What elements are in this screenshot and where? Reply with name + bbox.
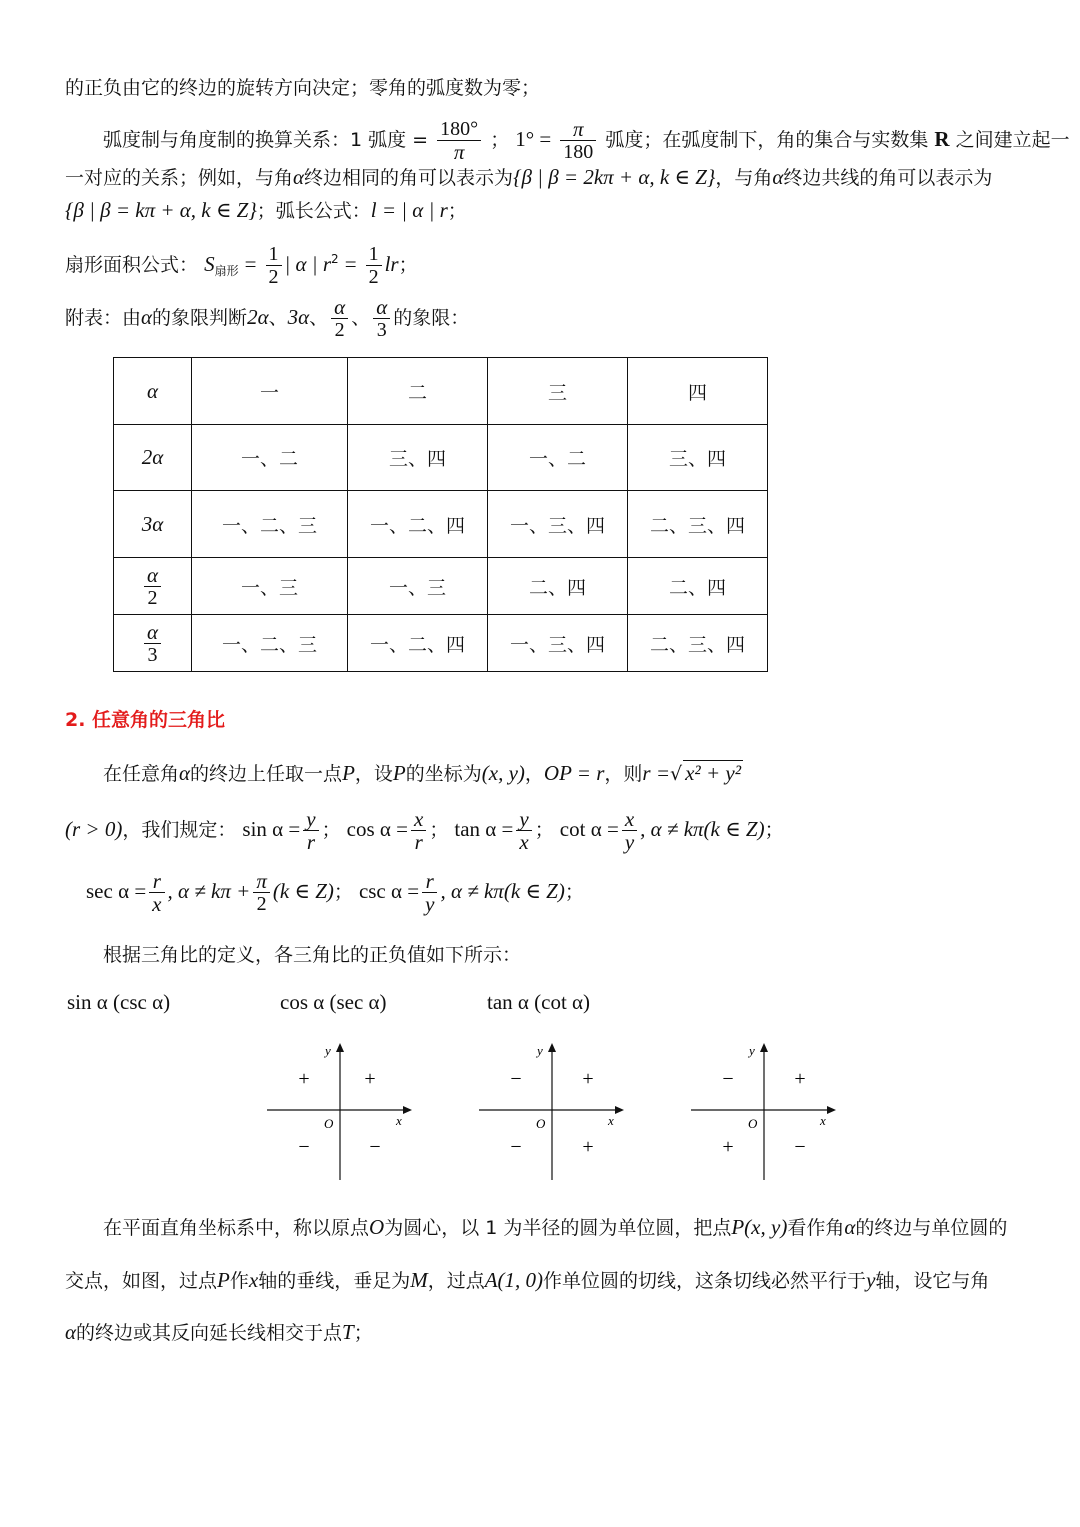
unit-text: ；	[353, 1322, 373, 1344]
def-text-2: 的终边上任取一点	[190, 763, 343, 785]
def-text-1: 在任意角	[103, 763, 180, 785]
q1-sign: +	[794, 1068, 806, 1090]
point-P: P	[392, 761, 406, 785]
y-axis-label: y	[749, 1043, 755, 1058]
table-header-cell: 一	[192, 358, 348, 425]
appendix-text-1: 附表：由	[65, 307, 142, 329]
unit-text: 轴，设它与角	[875, 1270, 990, 1292]
sec-condition: , α ≠ kπ +	[167, 879, 251, 903]
cot-condition: , α ≠ kπ(k ∈ Z)	[640, 817, 765, 841]
q2-sign: −	[722, 1068, 734, 1090]
table-row	[114, 615, 768, 672]
correspond-line	[65, 165, 992, 190]
table-cell: 一、三	[348, 558, 488, 615]
y-symbol: y	[866, 1268, 876, 1292]
table-header-cell: 四	[628, 358, 768, 425]
two-alpha: 2α	[247, 305, 269, 329]
origin-label: O	[748, 1116, 758, 1131]
sign-chart-sin	[262, 1035, 422, 1185]
op-equals-r: OP = r	[543, 761, 605, 785]
arc-formula: l = | α | r	[370, 198, 448, 222]
q2-sign: +	[298, 1068, 310, 1090]
separator: ；	[490, 129, 510, 151]
table-cell: 三、四	[628, 425, 768, 491]
row-head: $\frac{\alpha}{3}$	[114, 615, 192, 672]
def-rule-text: ，我们规定：	[122, 819, 237, 841]
unit-text: 的终边或其反向延长线相交于点	[76, 1322, 343, 1344]
fraction-half: $\frac{1}{2}$	[266, 243, 282, 288]
table-header-cell: 三	[488, 358, 628, 425]
arc-end: ；	[447, 200, 467, 222]
sin-def: sin α =	[242, 817, 301, 841]
r-squared: 2	[331, 252, 339, 266]
table-cell: 二、四	[488, 558, 628, 615]
csc-condition: , α ≠ kπ(k ∈ Z)	[440, 879, 565, 903]
q4-sign: +	[582, 1136, 594, 1158]
sector-end: ；	[398, 254, 418, 276]
table-cell: 一、三、四	[488, 615, 628, 672]
alpha-symbol: α	[141, 305, 153, 329]
table-cell: 一、二、四	[348, 615, 488, 672]
x-axis-label: x	[608, 1113, 614, 1128]
unit-text: 为圆心，以 1 为半径的圆为单位圆，把点	[384, 1217, 732, 1239]
q3-sign: −	[298, 1136, 310, 1158]
comma: 、	[268, 307, 288, 329]
sign-chart-tan	[686, 1035, 846, 1185]
r-positive: (r > 0)	[65, 817, 123, 841]
conversion-line	[103, 116, 1070, 163]
conversion-tail: 弧度；在弧度制下，角的集合与实数集	[605, 129, 929, 151]
alpha-symbol: α	[65, 1320, 77, 1344]
y-over-r: $\frac{y}{r}$	[303, 808, 318, 853]
real-set-R: R	[934, 127, 950, 151]
unit-text: 的终边与单位圆的	[855, 1217, 1008, 1239]
pi-over-2: $\frac{\pi}{2}$	[253, 870, 270, 915]
unit-text: 看作角	[787, 1217, 845, 1239]
sector-label: 扇形面积公式：	[65, 254, 199, 276]
unit-para-line-1	[103, 1215, 1007, 1240]
x-symbol: x	[248, 1268, 259, 1292]
sign-label-sin: sin α (csc α)	[67, 990, 171, 1014]
csc-def: csc α =	[358, 879, 420, 903]
point-P: P	[217, 1268, 230, 1292]
def-text-3: ，设	[354, 763, 393, 785]
intro-line: 的正负由它的终边的旋转方向决定；零角的弧度数为零；	[65, 77, 541, 99]
origin-label: O	[536, 1116, 546, 1131]
origin-O: O	[369, 1215, 385, 1239]
def-text-5: ，	[524, 763, 544, 785]
q1-sign: +	[582, 1068, 594, 1090]
conversion-lead: 弧度制与角度制的换算关系：1 弧度 =	[103, 129, 429, 151]
alpha-symbol: α	[844, 1215, 856, 1239]
sector-subscript: 扇形	[214, 264, 239, 278]
point-M: M	[410, 1268, 428, 1292]
origin-label: O	[324, 1116, 334, 1131]
appendix-text-2: 的象限判断	[152, 307, 248, 329]
row-head: 2α	[114, 425, 192, 491]
cot-def: cot α =	[559, 817, 619, 841]
table-header-cell: α	[114, 358, 192, 425]
coord-xy: (x, y)	[481, 761, 525, 785]
y-axis-label: y	[537, 1043, 543, 1058]
equals: =	[244, 252, 257, 276]
y-axis-label: y	[325, 1043, 331, 1058]
equals: =	[344, 252, 357, 276]
correspond-text-4: 终边共线的角可以表示为	[783, 167, 993, 189]
table-cell: 一、二、四	[348, 491, 488, 558]
unit-para-line-3	[65, 1320, 373, 1345]
alpha-over-3: $\frac{\alpha}{3}$	[373, 296, 390, 341]
table-row	[114, 491, 768, 558]
correspond-text-1: 一对应的关系；例如，与角	[65, 167, 294, 189]
cos-def: cos α =	[346, 817, 408, 841]
arc-line	[65, 198, 467, 223]
semicolon: ；	[564, 881, 584, 903]
semicolon: ；	[333, 881, 353, 903]
arc-text: ；弧长公式：	[256, 200, 371, 222]
definition-line-1: 在任意角α的终边上任取一点P，设P的坐标为(x, y)，OP = r，则r =√ x² + y²	[103, 761, 741, 785]
table-row	[114, 558, 768, 615]
sec-condition-2: (k ∈ Z)	[272, 879, 334, 903]
point-T: T	[342, 1320, 354, 1344]
table-cell: 三、四	[348, 425, 488, 491]
r-over-x: $\frac{r}{x}$	[149, 870, 164, 915]
quadrant-table	[113, 357, 768, 672]
radicand: x² + y²	[685, 761, 741, 785]
semicolon: ；	[764, 819, 784, 841]
row-head: 3α	[114, 491, 192, 558]
conversion-tail2: 之间建立起一	[955, 129, 1070, 151]
point-P: P	[342, 761, 355, 785]
collinear-set: {β | β = kπ + α, k ∈ Z}	[65, 198, 257, 222]
def-text-6: ，则	[604, 763, 643, 785]
x-axis-label: x	[396, 1113, 402, 1128]
sector-lr: lr	[384, 252, 399, 276]
alpha-symbol: α	[179, 761, 191, 785]
appendix-text-3: 的象限：	[393, 307, 470, 329]
definition-line-3	[86, 866, 584, 917]
sector-line	[65, 236, 418, 294]
sign-label-cos: cos α (sec α)	[280, 990, 387, 1014]
coterminal-set: {β | β = 2kπ + α, k ∈ Z}	[513, 165, 716, 189]
one-degree: 1° =	[515, 127, 552, 151]
r-equals: r =	[642, 761, 670, 785]
fraction-half: $\frac{1}{2}$	[366, 243, 382, 288]
table-cell: 一、三	[192, 558, 348, 615]
unit-text: 作	[229, 1270, 249, 1292]
comma: 、	[351, 307, 371, 329]
sign-label-tan: tan α (cot α)	[487, 990, 591, 1014]
definition-line-2	[65, 806, 784, 853]
fraction-pi-over-180: $\frac{\pi}{180}$	[560, 118, 596, 163]
fraction-180-over-pi: $\frac{180^\circ}{\pi}$	[437, 118, 481, 163]
tan-def: tan α =	[454, 817, 514, 841]
x-over-r: $\frac{x}{r}$	[411, 808, 426, 853]
table-cell: 一、二、三	[192, 615, 348, 672]
table-cell: 一、三、四	[488, 491, 628, 558]
q2-sign: −	[510, 1068, 522, 1090]
q4-sign: −	[369, 1136, 381, 1158]
semicolon: ；	[534, 819, 554, 841]
point-Pxy: P(x, y)	[731, 1215, 788, 1239]
x-axis-label: x	[820, 1113, 826, 1128]
x-over-y: $\frac{x}{y}$	[622, 808, 637, 853]
q4-sign: −	[794, 1136, 806, 1158]
table-cell: 一、二	[192, 425, 348, 491]
alpha-symbol: α	[772, 165, 784, 189]
row-head: $\frac{\alpha}{2}$	[114, 558, 192, 615]
alpha-over-2: $\frac{\alpha}{2}$	[331, 296, 348, 341]
unit-text: 在平面直角坐标系中，称以原点	[103, 1217, 370, 1239]
y-over-x: $\frac{y}{x}$	[516, 808, 531, 853]
semicolon: ；	[429, 819, 449, 841]
def-text-4: 的坐标为	[405, 763, 482, 785]
sign-intro: 根据三角比的定义，各三角比的正负值如下所示：	[103, 944, 522, 966]
table-row	[114, 425, 768, 491]
table-cell: 二、三、四	[628, 491, 768, 558]
correspond-text-2: 终边相同的角可以表示为	[304, 167, 514, 189]
comma: 、	[309, 307, 329, 329]
correspond-text-3: ，与角	[715, 167, 773, 189]
sector-S: S	[204, 252, 215, 276]
q3-sign: +	[722, 1136, 734, 1158]
table-cell: 一、二、三	[192, 491, 348, 558]
sector-mid: | α | r	[284, 252, 332, 276]
unit-text: ，过点	[427, 1270, 485, 1292]
semicolon: ；	[321, 819, 341, 841]
three-alpha: 3α	[287, 305, 310, 329]
unit-text: 作单位圆的切线，这条切线必然平行于	[543, 1270, 867, 1292]
table-header-cell: 二	[348, 358, 488, 425]
table-cell: 二、四	[628, 558, 768, 615]
point-A: A(1, 0)	[484, 1268, 544, 1292]
appendix-line	[65, 292, 469, 343]
unit-text: 交点，如图，过点	[65, 1270, 218, 1292]
unit-para-line-2	[65, 1268, 989, 1293]
r-over-y: $\frac{r}{y}$	[422, 870, 437, 915]
table-cell: 一、二	[488, 425, 628, 491]
q1-sign: +	[364, 1068, 376, 1090]
sign-chart-cos	[474, 1035, 634, 1185]
table-cell: 二、三、四	[628, 615, 768, 672]
table-header-row	[114, 358, 768, 425]
sec-def: sec α =	[86, 879, 147, 903]
q3-sign: −	[510, 1136, 522, 1158]
unit-text: 轴的垂线，垂足为	[258, 1270, 411, 1292]
section-heading: 2. 任意角的三角比	[65, 709, 226, 731]
alpha-symbol: α	[293, 165, 305, 189]
